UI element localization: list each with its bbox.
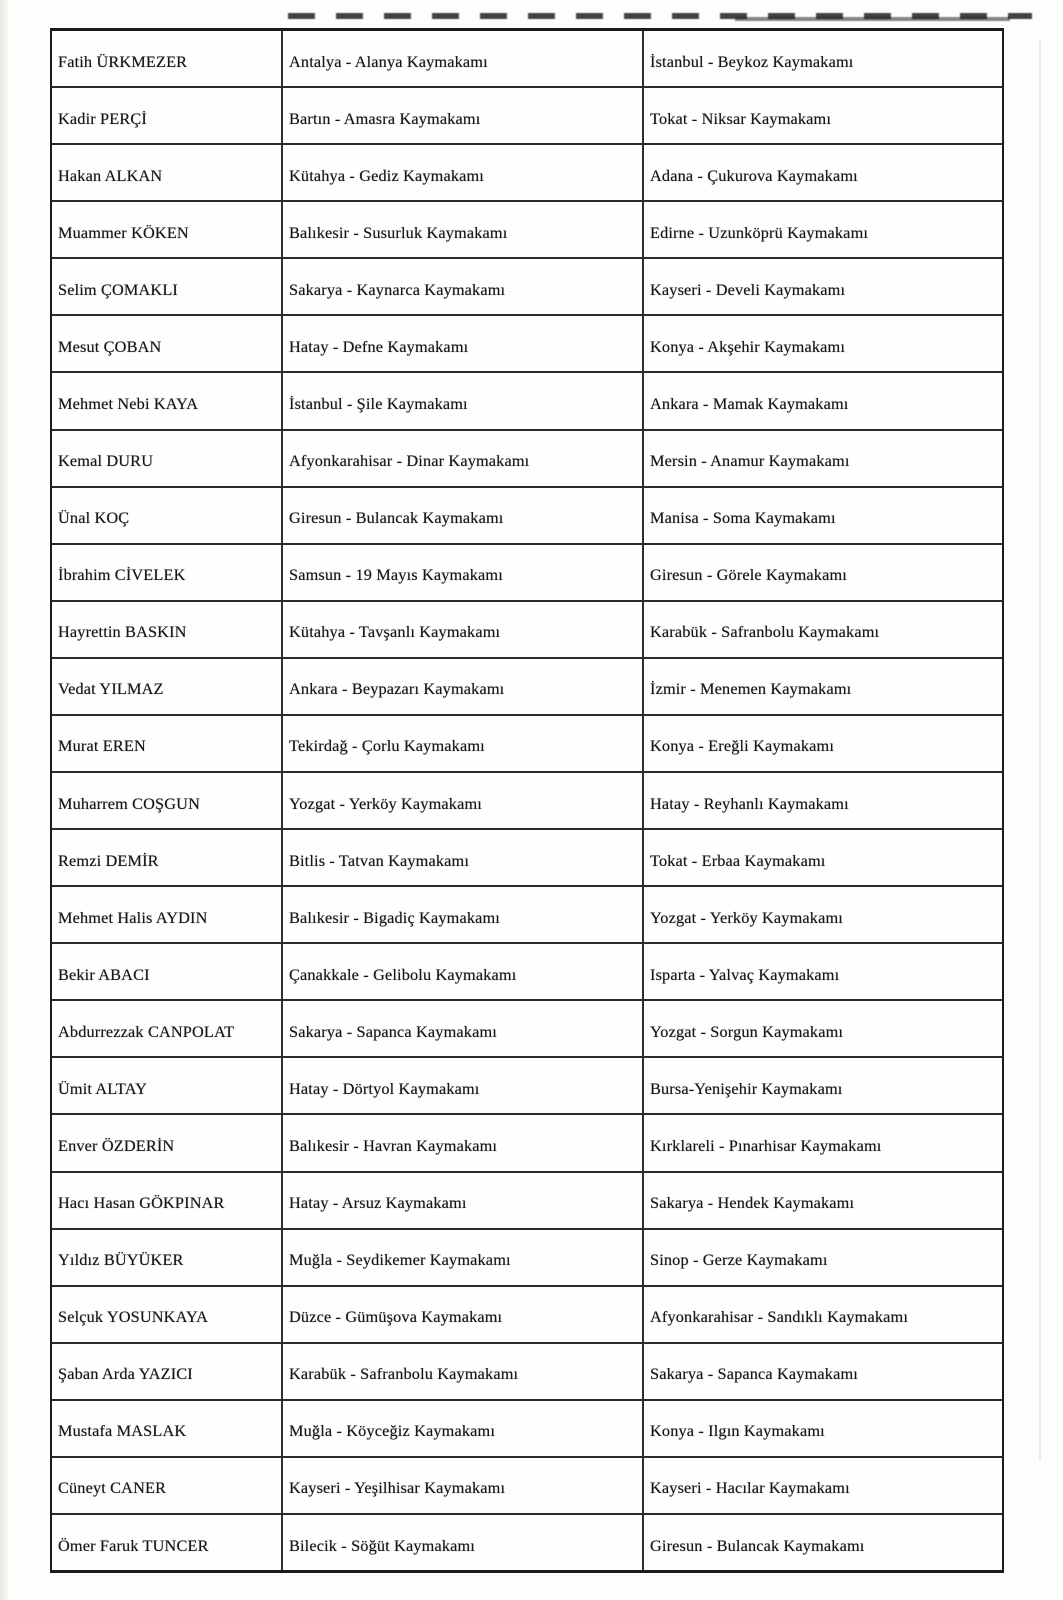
official-name: Fatih ÜRKMEZER xyxy=(58,51,188,71)
new-post: Kırklareli - Pınarhisar Kaymakamı xyxy=(642,1115,1002,1170)
official-name: Mesut ÇOBAN xyxy=(58,336,162,356)
previous-post: Düzce - Gümüşova Kaymakamı xyxy=(281,1287,642,1342)
new-post: Giresun - Bulancak Kaymakamı xyxy=(642,1515,1002,1570)
table-row xyxy=(52,486,1002,543)
previous-post: Kütahya - Gediz Kaymakamı xyxy=(281,145,642,200)
new-post: Manisa - Soma Kaymakamı xyxy=(642,488,1002,543)
official-name: Enver ÖZDERİN xyxy=(58,1136,175,1156)
previous-post: Afyonkarahisar - Dinar Kaymakamı xyxy=(281,431,642,486)
new-post: Tokat - Niksar Kaymakamı xyxy=(642,88,1002,143)
new-post: Mersin - Anamur Kaymakamı xyxy=(642,431,1002,486)
official-name: Muharrem COŞGUN xyxy=(58,793,200,813)
previous-post: Balıkesir - Bigadiç Kaymakamı xyxy=(281,887,642,942)
previous-post: Kayseri - Yeşilhisar Kaymakamı xyxy=(281,1458,642,1513)
previous-post: Muğla - Köyceğiz Kaymakamı xyxy=(281,1401,642,1456)
official-name: Ümit ALTAY xyxy=(58,1078,148,1098)
previous-post: Samsun - 19 Mayıs Kaymakamı xyxy=(281,545,642,600)
official-name: İbrahim CİVELEK xyxy=(58,565,186,585)
previous-post: Muğla - Seydikemer Kaymakamı xyxy=(281,1230,642,1285)
table-row xyxy=(52,86,1002,143)
new-post: Karabük - Safranbolu Kaymakamı xyxy=(642,602,1002,657)
previous-post: Giresun - Bulancak Kaymakamı xyxy=(281,488,642,543)
new-post: Edirne - Uzunköprü Kaymakamı xyxy=(642,202,1002,257)
new-post: Yozgat - Yerköy Kaymakamı xyxy=(642,887,1002,942)
new-post: Kayseri - Develi Kaymakamı xyxy=(642,259,1002,314)
official-name: Mehmet Nebi KAYA xyxy=(58,394,199,413)
official-name: Hakan ALKAN xyxy=(58,165,163,185)
previous-post: Balıkesir - Susurluk Kaymakamı xyxy=(281,202,642,257)
previous-post: Bitlis - Tatvan Kaymakamı xyxy=(281,830,642,885)
table-row xyxy=(52,371,1002,428)
appointments-table xyxy=(50,28,1004,1573)
scan-artifact-smear xyxy=(735,17,1010,21)
previous-post: Balıkesir - Havran Kaymakamı xyxy=(281,1115,642,1170)
new-post: Hatay - Reyhanlı Kaymakamı xyxy=(642,773,1002,828)
new-post: Sakarya - Sapanca Kaymakamı xyxy=(642,1344,1002,1399)
new-post: Sakarya - Hendek Kaymakamı xyxy=(642,1173,1002,1228)
table-row xyxy=(52,31,1002,86)
official-name: Şaban Arda YAZICI xyxy=(58,1364,193,1384)
official-name: Mustafa MASLAK xyxy=(58,1421,187,1441)
previous-post: Hatay - Defne Kaymakamı xyxy=(281,316,642,371)
official-name: Mehmet Halis AYDIN xyxy=(58,907,208,927)
table-row xyxy=(52,257,1002,314)
official-name: Ömer Faruk TUNCER xyxy=(58,1535,209,1555)
table-row xyxy=(52,600,1002,657)
previous-post: Tekirdağ - Çorlu Kaymakamı xyxy=(281,716,642,771)
official-name: Hacı Hasan GÖKPINAR xyxy=(58,1193,225,1213)
table-row xyxy=(52,1056,1002,1113)
official-name: Ünal KOÇ xyxy=(58,508,130,528)
previous-post: Antalya - Alanya Kaymakamı xyxy=(281,31,642,86)
table-row xyxy=(52,771,1002,828)
official-name: Selim ÇOMAKLI xyxy=(58,279,178,299)
table-row xyxy=(52,1399,1002,1456)
new-post: Giresun - Görele Kaymakamı xyxy=(642,545,1002,600)
table-row xyxy=(52,1285,1002,1342)
new-post: İstanbul - Beykoz Kaymakamı xyxy=(642,31,1002,86)
new-post: Bursa-Yenişehir Kaymakamı xyxy=(642,1058,1002,1113)
previous-post: Kütahya - Tavşanlı Kaymakamı xyxy=(281,602,642,657)
new-post: Konya - Ilgın Kaymakamı xyxy=(642,1401,1002,1456)
table-row xyxy=(52,657,1002,714)
table-row xyxy=(52,1113,1002,1170)
table-row xyxy=(52,200,1002,257)
table-row xyxy=(52,1228,1002,1285)
previous-post: Çanakkale - Gelibolu Kaymakamı xyxy=(281,944,642,999)
previous-post: Sakarya - Kaynarca Kaymakamı xyxy=(281,259,642,314)
new-post: Kayseri - Hacılar Kaymakamı xyxy=(642,1458,1002,1513)
previous-post: Hatay - Dörtyol Kaymakamı xyxy=(281,1058,642,1113)
official-name: Vedat YILMAZ xyxy=(58,679,164,699)
official-name: Bekir ABACI xyxy=(58,964,150,984)
official-name: Muammer KÖKEN xyxy=(58,222,189,242)
table-row xyxy=(52,143,1002,200)
new-post: Adana - Çukurova Kaymakamı xyxy=(642,145,1002,200)
official-name: Cüneyt CANER xyxy=(58,1478,167,1498)
new-post: Konya - Akşehir Kaymakamı xyxy=(642,316,1002,371)
table-row xyxy=(52,429,1002,486)
table-row xyxy=(52,942,1002,999)
previous-post: Ankara - Beypazarı Kaymakamı xyxy=(281,659,642,714)
table-row xyxy=(52,543,1002,600)
official-name: Selçuk YOSUNKAYA xyxy=(58,1307,208,1327)
previous-post: İstanbul - Şile Kaymakamı xyxy=(281,373,642,428)
previous-post: Bartın - Amasra Kaymakamı xyxy=(281,88,642,143)
new-post: Sinop - Gerze Kaymakamı xyxy=(642,1230,1002,1285)
previous-post: Karabük - Safranbolu Kaymakamı xyxy=(281,1344,642,1399)
table-row xyxy=(52,828,1002,885)
official-name: Kadir PERÇİ xyxy=(58,108,147,128)
table-row xyxy=(52,1171,1002,1228)
table-row xyxy=(52,885,1002,942)
official-name: Remzi DEMİR xyxy=(58,850,159,870)
table-row xyxy=(52,1456,1002,1513)
official-name: Abdurrezzak CANPOLAT xyxy=(58,1021,235,1041)
new-post: Yozgat - Sorgun Kaymakamı xyxy=(642,1001,1002,1056)
new-post: Afyonkarahisar - Sandıklı Kaymakamı xyxy=(642,1287,1002,1342)
table-row xyxy=(52,1513,1002,1570)
new-post: Ankara - Mamak Kaymakamı xyxy=(642,373,1002,428)
official-name: Murat EREN xyxy=(58,736,146,756)
new-post: Konya - Ereğli Kaymakamı xyxy=(642,716,1002,771)
table-row xyxy=(52,999,1002,1056)
new-post: Tokat - Erbaa Kaymakamı xyxy=(642,830,1002,885)
previous-post: Bilecik - Söğüt Kaymakamı xyxy=(281,1515,642,1570)
scan-artifact-line xyxy=(1039,40,1041,1460)
table-row xyxy=(52,714,1002,771)
table-row xyxy=(52,314,1002,371)
previous-post: Hatay - Arsuz Kaymakamı xyxy=(281,1173,642,1228)
previous-post: Sakarya - Sapanca Kaymakamı xyxy=(281,1001,642,1056)
previous-post: Yozgat - Yerköy Kaymakamı xyxy=(281,773,642,828)
table-row xyxy=(52,1342,1002,1399)
official-name: Hayrettin BASKIN xyxy=(58,622,187,642)
official-name: Yıldız BÜYÜKER xyxy=(58,1250,184,1270)
new-post: İzmir - Menemen Kaymakamı xyxy=(642,659,1002,714)
scan-edge-shadow xyxy=(0,0,9,1600)
new-post: Isparta - Yalvaç Kaymakamı xyxy=(642,944,1002,999)
official-name: Kemal DURU xyxy=(58,451,154,471)
